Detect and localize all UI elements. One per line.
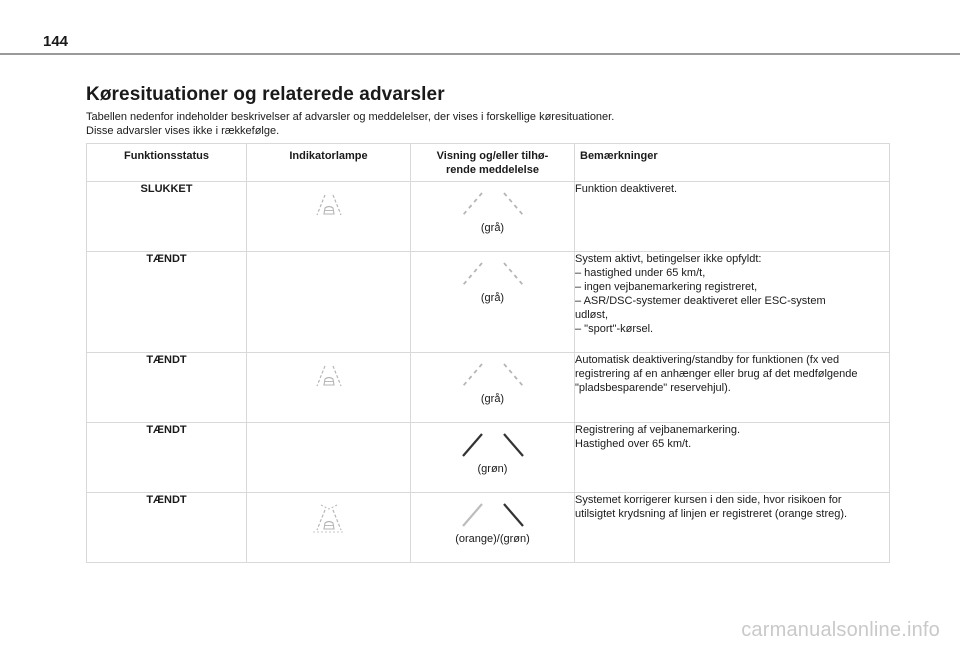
table-row [87,252,890,353]
display-caption: (grøn) [477,463,508,475]
remark-line: Registrering af vejbanemarkering. [575,424,741,436]
watermark: carmanualsonline.info [741,619,940,641]
remark-line: Funktion deaktiveret. [575,183,678,195]
display-cell [411,182,575,252]
header-display-line-1: Visning og/eller tilhø- [436,150,549,162]
display-caption: (grå) [480,393,505,405]
header-display-line-2: rende meddelelse [446,164,539,176]
header-status: Funktionsstatus [87,144,247,182]
display-caption: (orange)/(grøn) [455,533,530,545]
remark-line: – ASR/DSC-systemer deaktiveret eller ESC-system [575,295,826,307]
lane-lines-solid-green-icon [458,432,528,458]
table-row [87,493,890,563]
display-cell [411,423,575,493]
header-lamp: Indikatorlampe [247,144,411,182]
display-caption: (grå) [480,222,505,234]
lane-lines-orange-green-icon [458,502,528,528]
remarks-cell [575,423,890,493]
lane-keeping-grey-icon [314,193,344,219]
lamp-cell [247,493,411,563]
lane-lines-dashed-grey-icon [458,362,528,388]
remark-line: – ingen vejbanemarkering registreret, [575,281,758,293]
status-cell: SLUKKET [87,182,247,252]
display-cell [411,493,575,563]
intro-line-2: Disse advarsler vises ikke i rækkefølge. [86,125,280,137]
remark-line: registrering af en anhænger eller brug af det medfølgende [575,368,858,380]
remark-line: System aktivt, betingelser ikke opfyldt: [575,253,762,265]
status-cell: TÆNDT [87,493,247,563]
header-remarks: Bemærkninger [575,144,890,182]
page-number: 144 [43,33,69,50]
lane-lines-dashed-grey-icon [458,261,528,287]
remark-line: utilsigtet krydsning af linjen er registreret (orange streg). [575,508,848,520]
lane-keeping-grey-icon [314,364,344,390]
table-row [87,353,890,423]
intro-text [86,110,614,138]
remark-line: – hastighed under 65 km/t, [575,267,706,279]
remark-line: Automatisk deaktivering/standby for funktionen (fx ved [575,354,840,366]
remarks-cell [575,493,890,563]
display-cell [411,353,575,423]
warnings-table [86,143,890,563]
status-cell: TÆNDT [87,252,247,353]
status-cell: TÆNDT [87,353,247,423]
remark-line: Hastighed over 65 km/t. [575,438,692,450]
lane-keeping-active-icon [312,504,346,534]
remark-line: udløst, [575,309,609,321]
remark-line: – "sport"-kørsel. [575,323,654,335]
page-title: Køresituationer og relaterede advarsler [86,84,445,105]
remarks-cell [575,182,890,252]
lane-lines-dashed-grey-icon [458,191,528,217]
header-rule [0,53,960,55]
intro-line-1: Tabellen nedenfor indeholder beskrivelser af advarsler og meddelelser, der vises i forskellige køresituationer. [86,111,615,123]
status-cell: TÆNDT [87,423,247,493]
remarks-cell [575,252,890,353]
lamp-cell [247,252,411,353]
display-cell [411,252,575,353]
header-display [411,144,575,182]
table-header-row [87,144,890,182]
lamp-cell [247,182,411,252]
table-row [87,182,890,252]
display-caption: (grå) [480,292,505,304]
remarks-cell [575,353,890,423]
table-row [87,423,890,493]
remark-line: "pladsbesparende" reservehjul). [575,382,731,394]
lamp-cell [247,423,411,493]
lamp-cell [247,353,411,423]
remark-line: Systemet korrigerer kursen i den side, hvor risikoen for [575,494,842,506]
